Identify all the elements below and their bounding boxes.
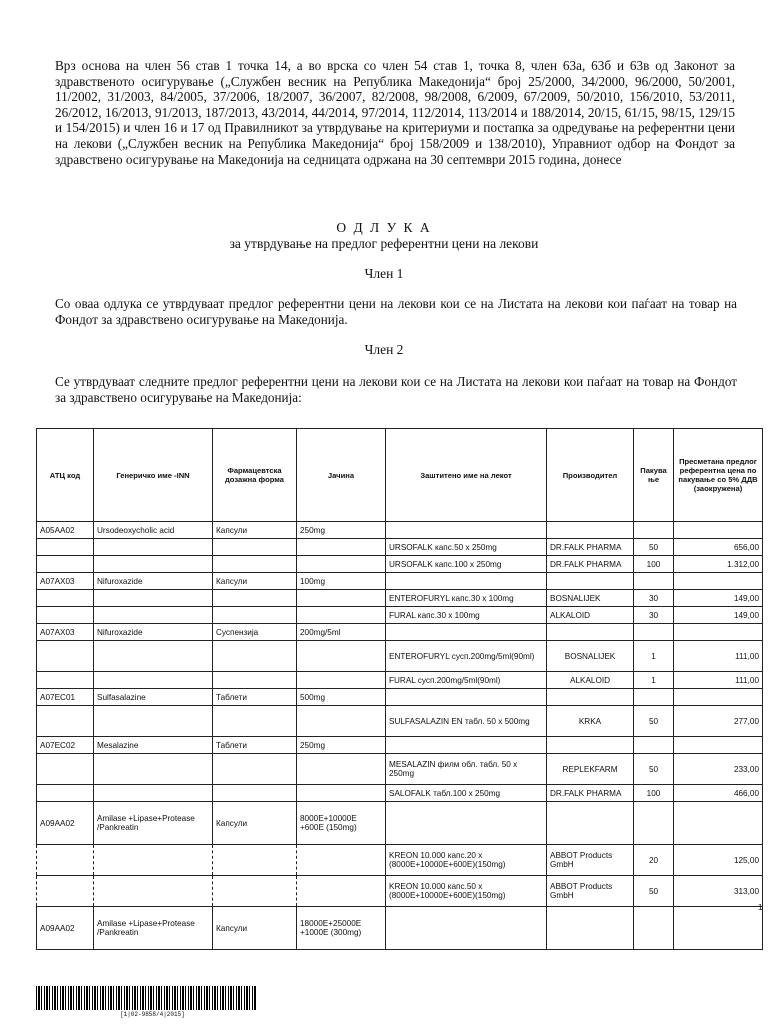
dosage-form: Капсули — [213, 907, 297, 950]
table-row — [37, 706, 763, 737]
barcode-text: [1|02-9858/4|2015] — [120, 1011, 185, 1018]
atc-code: A05AA02 — [37, 522, 94, 539]
article-1-title: Член 1 — [364, 266, 404, 281]
decision-title: О Д Л У К А — [336, 220, 432, 235]
brand-name: SULFASALAZIN EN табл. 50 x 500mg — [386, 706, 547, 737]
brand-name: URSOFALK капс.100 x 250mg — [386, 556, 547, 573]
strength: 200mg/5ml — [297, 624, 386, 641]
atc-code: A07AX03 — [37, 573, 94, 590]
dosage-form: Таблети — [213, 737, 297, 754]
table-row — [37, 689, 763, 706]
table-row — [37, 522, 763, 539]
header-brand: Заштитено име на лекот — [386, 429, 547, 522]
brand-name: URSOFALK капс.50 x 250mg — [386, 539, 547, 556]
table-row — [37, 785, 763, 802]
pack-size: 50 — [634, 706, 674, 737]
table-row — [37, 672, 763, 689]
reference-price: 149,00 — [674, 590, 763, 607]
inn-name: Mesalazine — [94, 737, 213, 754]
atc-code: A07AX03 — [37, 624, 94, 641]
table-row — [37, 641, 763, 672]
page-number: 1 — [758, 903, 763, 912]
reference-price: 277,00 — [674, 706, 763, 737]
pack-size: 30 — [634, 590, 674, 607]
reference-price: 149,00 — [674, 607, 763, 624]
table-row — [37, 539, 763, 556]
table-row — [37, 876, 763, 907]
barcode — [36, 986, 256, 1010]
table-row — [37, 907, 763, 950]
brand-name: FURAL капс.30 x 100mg — [386, 607, 547, 624]
dosage-form: Таблети — [213, 689, 297, 706]
manufacturer: REPLEKFARM — [547, 754, 634, 785]
table-row — [37, 737, 763, 754]
pack-size: 50 — [634, 539, 674, 556]
decision-subtitle: за утврдување на предлог референтни цени на лекови — [229, 236, 539, 251]
brand-name: ENTEROFURYL сусп.200mg/5ml(90ml) — [386, 641, 547, 672]
inn-name: Amilase +Lipase+Protease /Pankreatin — [94, 907, 213, 950]
dosage-form: Капсули — [213, 802, 297, 845]
pack-size: 100 — [634, 556, 674, 573]
reference-price: 233,00 — [674, 754, 763, 785]
article-2-title: Член 2 — [364, 342, 404, 357]
table-row — [37, 607, 763, 624]
atc-code: A07EC02 — [37, 737, 94, 754]
pack-size: 100 — [634, 785, 674, 802]
manufacturer: BOSNALIJEK — [547, 590, 634, 607]
reference-price: 656,00 — [674, 539, 763, 556]
manufacturer: DR.FALK PHARMA — [547, 539, 634, 556]
strength: 100mg — [297, 573, 386, 590]
pack-size: 50 — [634, 754, 674, 785]
header-manufacturer: Производител — [547, 429, 634, 522]
table-row — [37, 624, 763, 641]
brand-name: KREON 10.000 капс.20 x (8000E+10000E+600E)(150mg) — [386, 845, 547, 876]
inn-name: Sulfasalazine — [94, 689, 213, 706]
atc-code: A09AA02 — [37, 802, 94, 845]
brand-name: MESALAZIN филм обл. табл. 50 x 250mg — [386, 754, 547, 785]
header-strength: Јачина — [297, 429, 386, 522]
preamble: Врз основа на член 56 став 1 точка 14, а во врска со член 54 став 1, точка 8, член 63а, 63б и 63в од Законот за здравственото осигурување („Службен весник на Република Македонија“ број 25/2000, 34/2000, 96/2000, 50/2001, 11/2002, 31/2003, 84/2005, 37/2006, 18/2007, 36/2007, 82/2008, 98/2008, 6/2009, 67/2009, 50/2010, 156/2010, 53/2011, 26/2012, 16/2013, 91/2013, 187/2013, 43/2014, 44/2014, 97/2014, 112/2014, 113/2014 и 188/2014, 20/15, 61/15, 98/15, 129/15 и 154/2015) и член 16 и 17 од Правилникот за утврдување на критериуми и постапка за одредување на референтни цени на лекови („Службен весник на Република Македонија“ број 158/2009 и 138/2010), Управниот одбор на Фондот за здравствено осигурување на Македонија на седницата одржана на 30 септември 2015 година, донесе — [55, 58, 735, 167]
header-pack: Пакува ње — [634, 429, 674, 522]
pack-size: 20 — [634, 845, 674, 876]
dosage-form: Суспензија — [213, 624, 297, 641]
table-row — [37, 845, 763, 876]
article-2-text: Се утврдуваат следните предлог референтни цени на лекови кои се на Листата на лекови кои паѓаат на товар на Фондот за здравствено осигурување на Македонија: — [55, 374, 737, 405]
manufacturer: ALKALOID — [547, 607, 634, 624]
dosage-form: Капсули — [213, 522, 297, 539]
brand-name: KREON 10.000 капс.50 x (8000E+10000E+600E)(150mg) — [386, 876, 547, 907]
table-row — [37, 573, 763, 590]
reference-price-table — [36, 428, 763, 950]
inn-name: Nifuroxazide — [94, 573, 213, 590]
dosage-form: Капсули — [213, 573, 297, 590]
table-row — [37, 556, 763, 573]
inn-name: Amilase +Lipase+Protease /Pankreatin — [94, 802, 213, 845]
reference-price: 313,00 — [674, 876, 763, 907]
pack-size: 1 — [634, 672, 674, 689]
inn-name: Nifuroxazide — [94, 624, 213, 641]
header-inn: Генеричко име -INN — [94, 429, 213, 522]
brand-name: SALOFALK табл.100 x 250mg — [386, 785, 547, 802]
pack-size: 1 — [634, 641, 674, 672]
manufacturer: DR.FALK PHARMA — [547, 556, 634, 573]
reference-price: 111,00 — [674, 641, 763, 672]
atc-code: A07EC01 — [37, 689, 94, 706]
reference-price: 125,00 — [674, 845, 763, 876]
table-row — [37, 802, 763, 845]
reference-price: 111,00 — [674, 672, 763, 689]
table-row — [37, 590, 763, 607]
strength: 250mg — [297, 737, 386, 754]
table-row — [37, 754, 763, 785]
header-form: Фармацевтска дозажна форма — [213, 429, 297, 522]
manufacturer: DR.FALK PHARMA — [547, 785, 634, 802]
brand-name: FURAL сусп.200mg/5ml(90ml) — [386, 672, 547, 689]
reference-price: 1.312,00 — [674, 556, 763, 573]
brand-name: ENTEROFURYL капс.30 x 100mg — [386, 590, 547, 607]
header-atc: АТЦ код — [37, 429, 94, 522]
strength: 18000E+25000E +1000E (300mg) — [297, 907, 386, 950]
inn-name: Ursodeoxycholic acid — [94, 522, 213, 539]
manufacturer: BOSNALIJEK — [547, 641, 634, 672]
strength: 250mg — [297, 522, 386, 539]
manufacturer: KRKA — [547, 706, 634, 737]
header-price: Пресметана предлог референтна цена по пакување со 5% ДДВ (заокружена) — [674, 429, 763, 522]
reference-price: 466,00 — [674, 785, 763, 802]
atc-code: A09AA02 — [37, 907, 94, 950]
manufacturer: ALKALOID — [547, 672, 634, 689]
pack-size: 50 — [634, 876, 674, 907]
strength: 8000E+10000E +600E (150mg) — [297, 802, 386, 845]
manufacturer: ABBOT Products GmbH — [547, 845, 634, 876]
manufacturer: ABBOT Products GmbH — [547, 876, 634, 907]
article-1-text: Со оваа одлука се утврдуваат предлог референтни цени на лекови кои се на Листата на лекови кои паѓаат на товар на Фондот за здравствено осигурување на Македонија. — [55, 296, 737, 327]
pack-size: 30 — [634, 607, 674, 624]
strength: 500mg — [297, 689, 386, 706]
